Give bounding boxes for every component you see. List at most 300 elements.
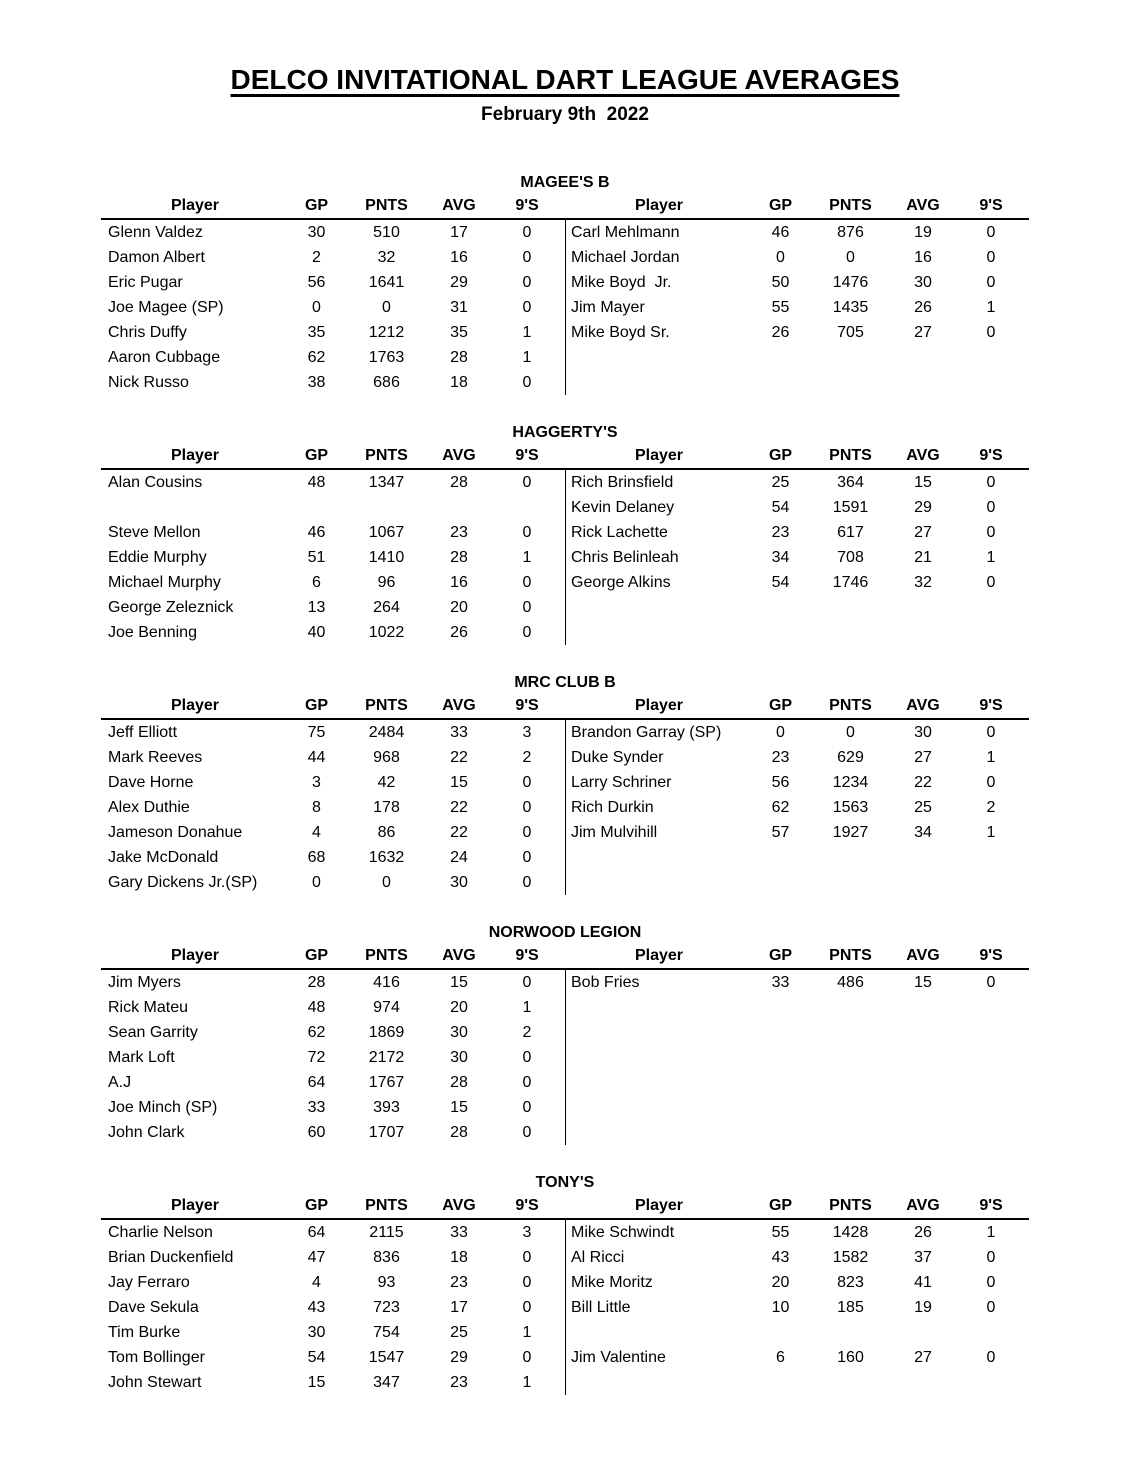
player-name-cell: Rick Mateu: [108, 999, 189, 1016]
column-header-pnts: PNTS: [829, 946, 872, 964]
nines-cell: 1: [986, 749, 996, 766]
pnts-cell: 754: [373, 1324, 400, 1341]
table-rows: [101, 720, 1029, 895]
gp-cell: [753, 1070, 808, 1095]
player-name-cell: Michael Murphy: [108, 574, 221, 591]
avg-cell: [893, 345, 953, 370]
column-header-player: Player: [170, 946, 220, 964]
avg-cell: 37: [914, 1249, 932, 1266]
gp-cell: 60: [307, 1124, 326, 1141]
pnts-cell: 876: [837, 224, 864, 241]
column-header-player: Player: [634, 946, 684, 964]
player-name-cell: Brian Duckenfield: [108, 1249, 234, 1266]
table-row: [101, 545, 1029, 570]
avg-cell: 41: [914, 1274, 932, 1291]
pnts-cell: 1591: [832, 499, 869, 516]
pnts-cell: 723: [373, 1299, 400, 1316]
column-header-gp: GP: [304, 1196, 329, 1214]
gp-cell: 55: [771, 299, 790, 316]
player-name-cell: Mike Moritz: [565, 1270, 753, 1295]
column-header-player: Player: [634, 696, 684, 714]
column-header-pnts: PNTS: [829, 696, 872, 714]
nines-cell: 0: [522, 1074, 532, 1091]
nines-cell: 0: [522, 1249, 532, 1266]
gp-cell: 35: [307, 324, 326, 341]
table-row: [101, 470, 1029, 495]
averages-table: [101, 443, 1029, 645]
table-row: [101, 520, 1029, 545]
pnts-cell: 708: [837, 549, 864, 566]
column-header-gp: GP: [768, 196, 793, 214]
nines-cell: 0: [986, 724, 996, 741]
nines-cell: 0: [522, 299, 532, 316]
pnts-cell: 0: [382, 299, 391, 316]
avg-cell: 15: [450, 774, 468, 791]
column-header-player: Player: [170, 1196, 220, 1214]
gp-cell: 38: [307, 374, 326, 391]
player-name-cell: [565, 370, 753, 395]
averages-table: [101, 193, 1029, 395]
table-header-row: [101, 943, 1029, 970]
table-row: [101, 770, 1029, 795]
nines-cell: [953, 1320, 1029, 1345]
gp-cell: 56: [307, 274, 326, 291]
avg-cell: 22: [450, 799, 468, 816]
nines-cell: 0: [522, 599, 532, 616]
pnts-cell: 416: [373, 974, 400, 991]
player-name-cell: [565, 870, 753, 895]
column-header-pnts: PNTS: [829, 446, 872, 464]
table-row: [101, 295, 1029, 320]
table-rows: [101, 220, 1029, 395]
gp-cell: [753, 1020, 808, 1045]
avg-cell: 30: [450, 1024, 468, 1041]
player-name-cell: Chris Duffy: [108, 324, 187, 341]
player-name-cell: Joe Minch (SP): [108, 1099, 218, 1116]
column-header-pnts: PNTS: [365, 696, 408, 714]
player-name-cell: Jake McDonald: [108, 849, 219, 866]
player-name-cell: Eddie Murphy: [108, 549, 207, 566]
table-row: [101, 370, 1029, 395]
pnts-cell: [808, 1020, 893, 1045]
nines-cell: [953, 1045, 1029, 1070]
avg-cell: [893, 1045, 953, 1070]
column-header-avg: AVG: [906, 696, 940, 714]
gp-cell: [753, 1045, 808, 1070]
pnts-cell: [808, 1070, 893, 1095]
pnts-cell: 1632: [368, 849, 405, 866]
gp-cell: 23: [771, 749, 790, 766]
nines-cell: 1: [986, 824, 996, 841]
avg-cell: 23: [450, 1374, 468, 1391]
gp-cell: 64: [307, 1074, 326, 1091]
nines-cell: 0: [986, 324, 996, 341]
table-row: [101, 1295, 1029, 1320]
avg-cell: [893, 595, 953, 620]
table-row: [101, 320, 1029, 345]
column-header-gp: GP: [768, 946, 793, 964]
avg-cell: 15: [450, 1099, 468, 1116]
player-name-cell: [565, 1045, 753, 1070]
gp-cell: 3: [312, 774, 321, 791]
nines-cell: 1: [522, 324, 532, 341]
pnts-cell: 629: [837, 749, 864, 766]
nines-cell: 0: [986, 249, 996, 266]
pnts-cell: 1067: [368, 524, 405, 541]
page-title: [0, 0, 1130, 98]
avg-cell: 22: [450, 824, 468, 841]
pnts-cell: 1022: [368, 624, 405, 641]
pnts-cell: [808, 1120, 893, 1145]
avg-cell: 26: [914, 1224, 932, 1241]
pnts-cell: 1410: [368, 549, 405, 566]
gp-cell: 10: [771, 1299, 790, 1316]
nines-cell: 0: [522, 1099, 532, 1116]
table-row: [101, 1320, 1029, 1345]
pnts-cell: 1476: [832, 274, 869, 291]
nines-cell: 0: [986, 224, 996, 241]
nines-cell: 1: [522, 549, 532, 566]
column-header-9s: 9'S: [515, 196, 539, 214]
gp-cell: [753, 1120, 808, 1145]
gp-cell: 8: [312, 799, 321, 816]
player-name-cell: [101, 495, 289, 520]
player-name-cell: Jim Myers: [108, 974, 181, 991]
column-header-9s: 9'S: [979, 1196, 1003, 1214]
pnts-cell: 836: [373, 1249, 400, 1266]
nines-cell: 0: [522, 849, 532, 866]
nines-cell: [953, 1020, 1029, 1045]
column-header-player: Player: [634, 446, 684, 464]
column-header-9s: 9'S: [515, 1196, 539, 1214]
pnts-cell: 1582: [832, 1249, 869, 1266]
nines-cell: [953, 620, 1029, 645]
table-row: [101, 245, 1029, 270]
pnts-cell: 968: [373, 749, 400, 766]
nines-cell: [953, 995, 1029, 1020]
player-name-cell: Bill Little: [565, 1295, 753, 1320]
nines-cell: 0: [986, 274, 996, 291]
gp-cell: 48: [307, 999, 326, 1016]
gp-cell: 33: [307, 1099, 326, 1116]
avg-cell: [893, 1370, 953, 1395]
player-name-cell: Rich Durkin: [565, 795, 753, 820]
nines-cell: 0: [522, 374, 532, 391]
player-name-cell: Jim Mayer: [565, 295, 753, 320]
avg-cell: 18: [450, 374, 468, 391]
avg-cell: 27: [914, 324, 932, 341]
pnts-cell: [808, 345, 893, 370]
avg-cell: 19: [914, 1299, 932, 1316]
gp-cell: 55: [771, 1224, 790, 1241]
column-header-gp: GP: [304, 446, 329, 464]
gp-cell: [289, 495, 344, 520]
avg-cell: 28: [450, 474, 468, 491]
avg-cell: [893, 995, 953, 1020]
gp-cell: [753, 870, 808, 895]
avg-cell: [893, 1095, 953, 1120]
pnts-cell: 1869: [368, 1024, 405, 1041]
gp-cell: [753, 345, 808, 370]
avg-cell: 21: [914, 549, 932, 566]
player-name-cell: Jeff Elliott: [108, 724, 178, 741]
nines-cell: 0: [522, 574, 532, 591]
column-header-pnts: PNTS: [365, 196, 408, 214]
nines-cell: 3: [522, 1224, 532, 1241]
nines-cell: 2: [986, 799, 996, 816]
gp-cell: 4: [312, 1274, 321, 1291]
table-row: [101, 570, 1029, 595]
pnts-cell: 32: [377, 249, 396, 266]
nines-cell: 0: [522, 474, 532, 491]
pnts-cell: [808, 1370, 893, 1395]
nines-cell: 0: [986, 1349, 996, 1366]
league-section: [0, 922, 1130, 1145]
avg-cell: [893, 1120, 953, 1145]
nines-cell: [953, 370, 1029, 395]
player-name-cell: Rich Brinsfield: [565, 470, 753, 495]
pnts-cell: [808, 595, 893, 620]
section-title: MRC CLUB B: [514, 674, 616, 691]
averages-table: [101, 1193, 1029, 1395]
gp-cell: 47: [307, 1249, 326, 1266]
avg-cell: 29: [450, 1349, 468, 1366]
section-title: MAGEE'S B: [520, 174, 610, 191]
pnts-cell: 364: [837, 474, 864, 491]
gp-cell: [753, 1370, 808, 1395]
gp-cell: 64: [307, 1224, 326, 1241]
pnts-cell: 823: [837, 1274, 864, 1291]
table-row: [101, 1220, 1029, 1245]
table-row: [101, 1095, 1029, 1120]
nines-cell: [953, 1070, 1029, 1095]
pnts-cell: 510: [373, 224, 400, 241]
pnts-cell: 686: [373, 374, 400, 391]
gp-cell: 54: [771, 574, 790, 591]
player-name-cell: John Clark: [108, 1124, 185, 1141]
pnts-cell: 86: [377, 824, 396, 841]
pnts-cell: [808, 845, 893, 870]
avg-cell: 25: [450, 1324, 468, 1341]
player-name-cell: Mike Boyd Sr.: [565, 320, 753, 345]
column-header-9s: 9'S: [979, 446, 1003, 464]
column-header-player: Player: [170, 196, 220, 214]
pnts-cell: [808, 870, 893, 895]
gp-cell: 46: [771, 224, 790, 241]
table-header-row: [101, 193, 1029, 220]
table-row: [101, 870, 1029, 895]
gp-cell: [753, 1095, 808, 1120]
player-name-cell: [565, 845, 753, 870]
nines-cell: 0: [522, 624, 532, 641]
gp-cell: 26: [771, 324, 790, 341]
player-name-cell: Steve Mellon: [108, 524, 201, 541]
avg-cell: 15: [914, 974, 932, 991]
pnts-cell: [808, 370, 893, 395]
avg-cell: 23: [450, 1274, 468, 1291]
nines-cell: [953, 1095, 1029, 1120]
nines-cell: 0: [522, 774, 532, 791]
nines-cell: [953, 1120, 1029, 1145]
pnts-cell: 486: [837, 974, 864, 991]
pnts-cell: [344, 495, 429, 520]
pnts-cell: [808, 1320, 893, 1345]
table-row: [101, 1270, 1029, 1295]
player-name-cell: Nick Russo: [108, 374, 189, 391]
column-header-avg: AVG: [442, 946, 476, 964]
player-name-cell: Mike Boyd Jr.: [565, 270, 753, 295]
table-row: [101, 595, 1029, 620]
pnts-cell: 178: [373, 799, 400, 816]
column-header-avg: AVG: [442, 446, 476, 464]
avg-cell: 28: [450, 549, 468, 566]
column-header-pnts: PNTS: [829, 1196, 872, 1214]
table-row: [101, 795, 1029, 820]
avg-cell: 34: [914, 824, 932, 841]
avg-cell: 18: [450, 1249, 468, 1266]
table-row: [101, 495, 1029, 520]
table-header-row: [101, 1193, 1029, 1220]
gp-cell: 30: [307, 224, 326, 241]
pnts-cell: [808, 995, 893, 1020]
table-row: [101, 845, 1029, 870]
avg-cell: 20: [450, 999, 468, 1016]
table-rows: [101, 1220, 1029, 1395]
nines-cell: [953, 870, 1029, 895]
avg-cell: 23: [450, 524, 468, 541]
league-section: [0, 172, 1130, 395]
column-header-9s: 9'S: [515, 946, 539, 964]
column-header-avg: AVG: [906, 196, 940, 214]
nines-cell: 1: [986, 1224, 996, 1241]
pnts-cell: 974: [373, 999, 400, 1016]
column-header-gp: GP: [304, 946, 329, 964]
player-name-cell: Bob Fries: [565, 970, 753, 995]
avg-cell: 16: [914, 249, 932, 266]
avg-cell: 24: [450, 849, 468, 866]
column-header-pnts: PNTS: [829, 196, 872, 214]
pnts-cell: 185: [837, 1299, 864, 1316]
pnts-cell: 1707: [368, 1124, 405, 1141]
player-name-cell: Joe Benning: [108, 624, 197, 641]
gp-cell: 62: [307, 1024, 326, 1041]
gp-cell: 34: [771, 549, 790, 566]
nines-cell: 0: [522, 1274, 532, 1291]
player-name-cell: Jim Valentine: [565, 1345, 753, 1370]
nines-cell: 0: [522, 524, 532, 541]
player-name-cell: Tom Bollinger: [108, 1349, 205, 1366]
player-name-cell: Mark Reeves: [108, 749, 203, 766]
nines-cell: 0: [986, 474, 996, 491]
page-title-text: DELCO INVITATIONAL DART LEAGUE AVERAGES: [230, 64, 900, 95]
pnts-cell: 1563: [832, 799, 869, 816]
table-row: [101, 620, 1029, 645]
gp-cell: 6: [776, 1349, 785, 1366]
nines-cell: 0: [522, 824, 532, 841]
player-name-cell: George Zeleznick: [108, 599, 234, 616]
pnts-cell: [808, 620, 893, 645]
player-name-cell: Tim Burke: [108, 1324, 181, 1341]
section-title: TONY'S: [535, 1174, 595, 1191]
sections-container: [0, 172, 1130, 1395]
gp-cell: 54: [771, 499, 790, 516]
pnts-cell: 264: [373, 599, 400, 616]
nines-cell: 0: [986, 1299, 996, 1316]
avg-cell: 26: [914, 299, 932, 316]
pnts-cell: 617: [837, 524, 864, 541]
gp-cell: 0: [312, 874, 321, 891]
pnts-cell: 347: [373, 1374, 400, 1391]
avg-cell: [893, 1070, 953, 1095]
nines-cell: 1: [522, 1374, 532, 1391]
table-row: [101, 1120, 1029, 1145]
player-name-cell: [565, 1020, 753, 1045]
pnts-cell: 1428: [832, 1224, 869, 1241]
nines-cell: 0: [522, 224, 532, 241]
nines-cell: [953, 1370, 1029, 1395]
gp-cell: 28: [307, 974, 326, 991]
gp-cell: 4: [312, 824, 321, 841]
gp-cell: 2: [312, 249, 321, 266]
nines-cell: 0: [986, 499, 996, 516]
avg-cell: 27: [914, 524, 932, 541]
table-header-row: [101, 443, 1029, 470]
column-header-gp: GP: [304, 196, 329, 214]
pnts-cell: 93: [377, 1274, 396, 1291]
player-name-cell: Gary Dickens Jr.(SP): [108, 874, 258, 891]
pnts-cell: 1746: [832, 574, 869, 591]
column-header-player: Player: [634, 1196, 684, 1214]
player-name-cell: Alex Duthie: [108, 799, 190, 816]
player-name-cell: Jim Mulvihill: [565, 820, 753, 845]
player-name-cell: [565, 1120, 753, 1145]
nines-cell: 0: [522, 249, 532, 266]
pnts-cell: [808, 1095, 893, 1120]
player-name-cell: Eric Pugar: [108, 274, 183, 291]
column-header-9s: 9'S: [515, 696, 539, 714]
avg-cell: 29: [914, 499, 932, 516]
column-header-gp: GP: [768, 696, 793, 714]
avg-cell: [893, 1020, 953, 1045]
avg-cell: 28: [450, 1074, 468, 1091]
nines-cell: 0: [986, 1249, 996, 1266]
avg-cell: 27: [914, 749, 932, 766]
table-rows: [101, 970, 1029, 1145]
avg-cell: 35: [450, 324, 468, 341]
gp-cell: 56: [771, 774, 790, 791]
nines-cell: 0: [522, 274, 532, 291]
column-header-9s: 9'S: [979, 696, 1003, 714]
pnts-cell: 1767: [368, 1074, 405, 1091]
gp-cell: 57: [771, 824, 790, 841]
avg-cell: 30: [450, 874, 468, 891]
gp-cell: 46: [307, 524, 326, 541]
league-section: [0, 672, 1130, 895]
nines-cell: 2: [522, 749, 532, 766]
pnts-cell: 1347: [368, 474, 405, 491]
section-title: NORWOOD LEGION: [488, 924, 642, 941]
pnts-cell: 1212: [368, 324, 405, 341]
player-name-cell: Jay Ferraro: [108, 1274, 190, 1291]
gp-cell: 68: [307, 849, 326, 866]
nines-cell: 0: [522, 1124, 532, 1141]
nines-cell: 0: [522, 1049, 532, 1066]
nines-cell: [953, 845, 1029, 870]
league-section: [0, 422, 1130, 645]
gp-cell: 6: [312, 574, 321, 591]
nines-cell: [953, 345, 1029, 370]
player-name-cell: Michael Jordan: [565, 245, 753, 270]
